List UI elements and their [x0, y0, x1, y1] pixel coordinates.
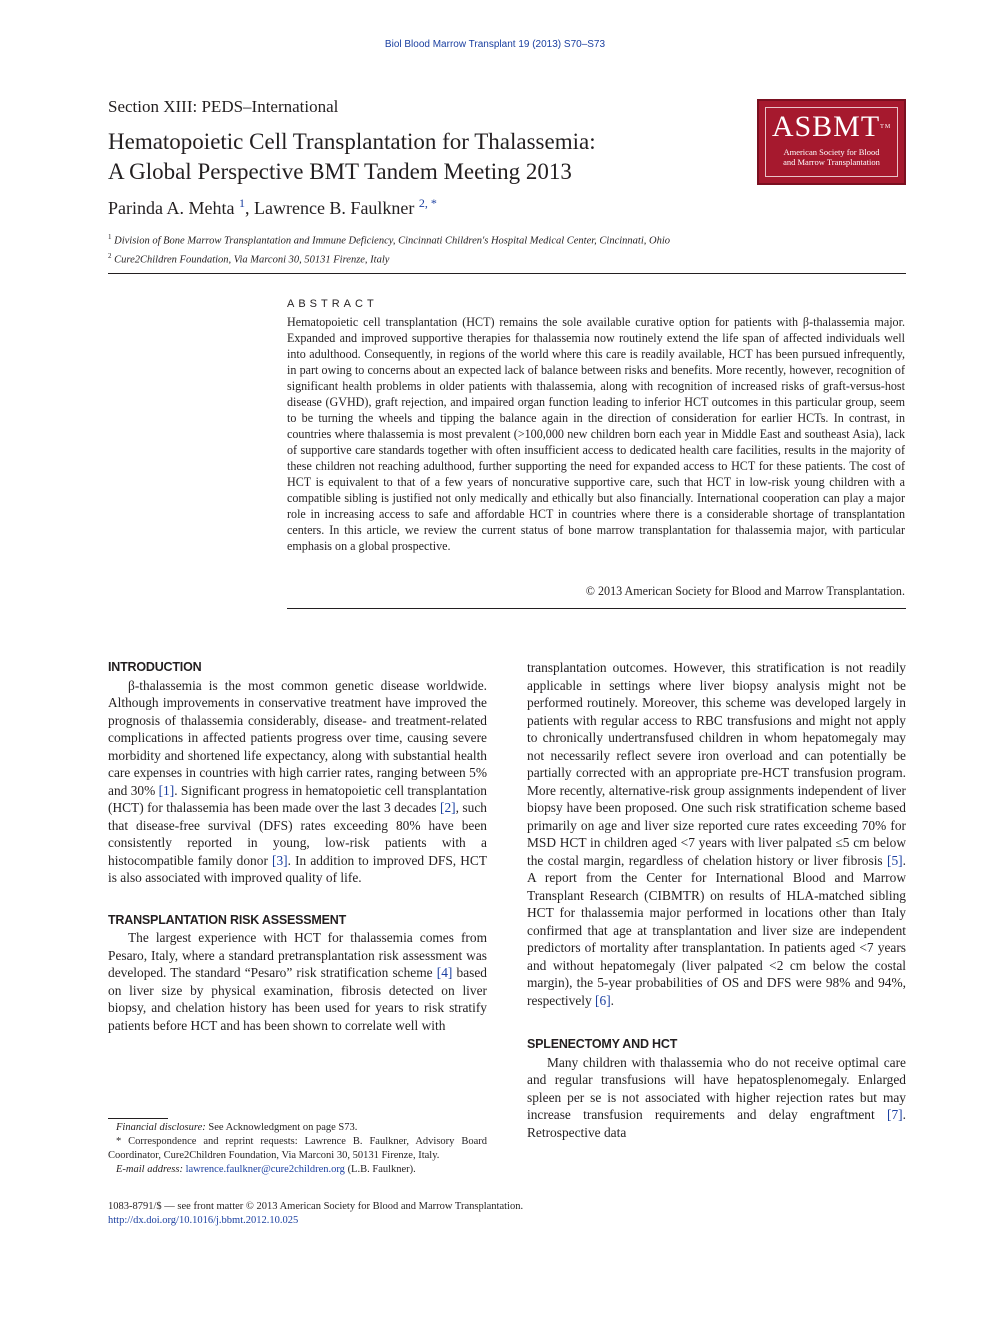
logo-society-name: American Society for Blood and Marrow Transplantation	[783, 147, 880, 167]
title-line-2: A Global Perspective BMT Tandem Meeting 2013	[108, 159, 572, 184]
affiliation-2: $^2$ Cure2Children Foundation, Via Marconi 30, 50131 Firenze, Italy	[108, 251, 390, 265]
section-heading-introduction: INTRODUCTION	[108, 660, 202, 674]
citation-link[interactable]: [3]	[272, 852, 288, 868]
right-column	[527, 659, 906, 1141]
citation-link[interactable]: [1]	[158, 782, 175, 798]
section-label: Section XIII: PEDS–International	[108, 97, 339, 116]
email-note: E-mail address: lawrence.faulkner@cure2children.org (L.B. Faulkner).	[116, 1164, 416, 1175]
email-link[interactable]: lawrence.faulkner@cure2children.org	[185, 1164, 345, 1175]
affiliations	[108, 230, 670, 267]
risk-paragraph: The largest experience with HCT for thalassemia comes from Pesaro, Italy, where a standard pretransplantation risk assessment was developed. The standard “Pesaro” risk stratification scheme [4] based on liver size by physical examination, fibrosis detected on liver biopsy, and chelation history has been used for years to risk stratify patients before HCT and has been shown to correlate well with	[108, 930, 487, 1033]
footnote-divider	[108, 1118, 168, 1119]
section-heading-risk-assessment: TRANSPLANTATION RISK ASSESSMENT	[108, 912, 347, 927]
risk-continued-paragraph: transplantation outcomes. However, this stratification is not readily applicable in settings where liver biopsy analysis might not be performed routinely. Moreover, this scheme was developed largely in patients with regular access to RBC transfusions and might not apply to chronically undertransfused children in whom hepatomegaly may not necessarily reflect severe iron overload and can potentially be partially corrected with an appropriate pre-HCT transfusion program. More recently, alternative-risk group assignments independent of liver biopsy have been proposed. One such risk stratification scheme based primarily on age and liver size reported cure rates exceeding 70% for MSD HCT in children aged <7 years with liver palpated ≤5 cm below the costal margin, regardless of chelation history or liver fibrosis [5]. A report from the Center for International Blood and Marrow Transplant Research (CIBMTR) on results of HLA-matched sibling HCT for thalassemia major performed in locations other than Italy confirmed that age at transplantation and liver size are independent predictors of mortality after transplantation. In patients aged <7 years and without hepatomegaly (liver palpated <2 cm below the costal margin), the 5-year probabilities of OS and DFS were 98% and 94%, respectively [6].	[527, 660, 906, 1008]
citation-link[interactable]: [4]	[436, 965, 453, 980]
header-divider	[108, 273, 906, 274]
title-line-1: Hematopoietic Cell Transplantation for Thalassemia:	[108, 129, 596, 154]
intro-paragraph: β-thalassemia is the most common genetic disease worldwide. Although improvements in conservative treatment have improved the prognosis of thalassemia considerably, disease- and treatment-related complications in affected patients progress over time, causing severe morbidity and shortened life expectancy, along with substantial health care expenses in countries with high carrier rates, ranging between 5% and 30% [1]. Significant progress in hematopoietic cell transplantation (HCT) for thalassemia has been made over the last 3 decades [2], such that disease-free survival (DFS) rates exceeding 80% have been consistently reported in young, low-risk patients with a histocompatible family donor [3]. In addition to improved DFS, HCT is also associated with improved quality of life.	[108, 677, 488, 885]
corresponding-author-marker: *	[430, 196, 437, 210]
doi-link[interactable]: http://dx.doi.org/10.1016/j.bbmt.2012.10.025	[108, 1215, 299, 1226]
financial-disclosure: Financial disclosure: See Acknowledgment on page S73.	[116, 1122, 358, 1133]
affiliation-1: $^1$ Division of Bone Marrow Transplantation and Immune Deficiency, Cincinnati Children's Hospital Medical Center, Cincinnati, Ohio	[108, 233, 671, 247]
abstract-heading: ABSTRACT	[287, 298, 378, 310]
citation-link[interactable]: [6]	[595, 992, 611, 1008]
footnotes	[108, 1121, 487, 1177]
correspondence-note: * Correspondence and reprint requests: Lawrence B. Faulkner, Advisory Board Coordinator, Cure2Children Foundation, Via Marconi 30, 50131 Firenze, Italy.	[108, 1136, 487, 1161]
logo-abbreviation: ASBMT™	[771, 110, 892, 143]
section-heading-splenectomy: SPLENECTOMY AND HCT	[527, 1037, 678, 1051]
issn-line: 1083-8791/$ — see front matter © 2013 American Society for Blood and Marrow Transplantation.	[108, 1201, 524, 1212]
affiliation-marker[interactable]: 1	[238, 196, 245, 210]
asbmt-logo	[757, 99, 906, 185]
author-name: Parinda A. Mehta	[108, 198, 235, 218]
abstract-text: Hematopoietic cell transplantation (HCT) remains the sole available curative option for patients with β-thalassemia major. Expanded and improved supportive therapies for thalassemia now routinely extend the life span of affected individuals well into adulthood. Consequently, in regions of the world where this care is readily available, HCT has been pursued infrequently, in part owing to concerns about an expected lack of balance between risks and benefits. More recently, however, recognition of significant health problems in older patients with thalassemia, along with recognition of increased risks of graft-versus-host disease (GVHD), graft rejection, and impaired organ function leading to inferior HCT outcomes in this particular group, seem to be turning the wheels and tipping the balance again in the direction of consideration for earlier HCTs. In contrast, in countries where thalassemia is most prevalent (>100,000 new children born each year in Middle East and southeast Asia), lack of supportive care standards together with often insufficient access to dedicated health care facilities, results in the majority of these children not reaching adulthood, further supporting the need for expanded access to HCT for these patients. The cost of HCT is equivalent to that of a few years of noncurative supportive care, such that HCT in low-risk young children with a compatible sibling is justified not only medically and ethically but also financially. International cooperation can play a major role in increasing access to safe and affordable HCT in countries where there is a considerable shortage of transplantation centers. In this article, we review the current status of bone marrow transplantation for thalassemia major, with particular emphasis on a global prospective.	[287, 315, 905, 553]
citation-link[interactable]: [2]	[439, 800, 456, 815]
abstract-divider	[287, 608, 906, 609]
citation-link[interactable]: [5]	[887, 852, 903, 868]
publication-meta	[108, 1200, 523, 1228]
journal-reference[interactable]: Biol Blood Marrow Transplant 19 (2013) S70–S73	[384, 39, 606, 50]
abstract-copyright: © 2013 American Society for Blood and Marrow Transplantation.	[585, 584, 905, 598]
affiliation-marker[interactable]: 2, *	[418, 196, 437, 210]
author-name: Lawrence B. Faulkner	[253, 198, 415, 218]
article-title	[108, 127, 728, 187]
left-column	[108, 659, 487, 1034]
citation-link[interactable]: [7]	[887, 1107, 903, 1122]
splenectomy-paragraph: Many children with thalassemia who do not receive optimal care and regular transfusions will have hepatosplenomegaly. Enlarged spleen per se is not associated with higher rejection rates but may increase transfusion requirements and delay engraftment [7]. Retrospective data	[527, 1054, 906, 1140]
author-list: Parinda A. Mehta $^1$, Lawrence B. Faulkner $^{2, *}$	[108, 196, 437, 218]
